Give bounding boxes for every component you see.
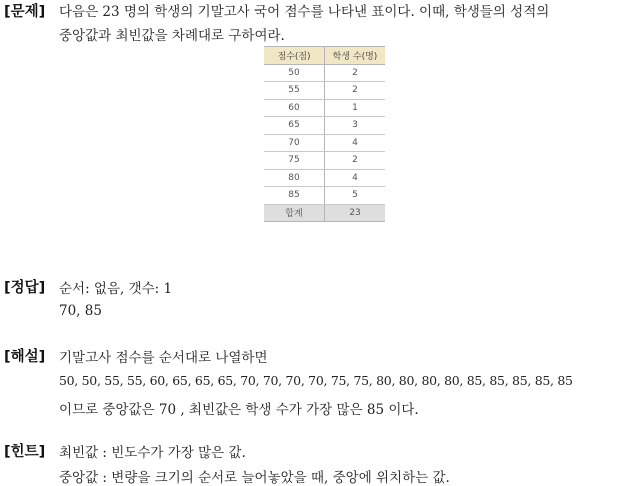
count-cell: 2 <box>325 82 386 100</box>
count-cell: 4 <box>325 169 386 187</box>
hint-tag: [힌트] <box>4 444 46 460</box>
score-frequency-table <box>264 46 385 222</box>
score-cell: 60 <box>264 99 325 117</box>
score-cell: 70 <box>264 134 325 152</box>
explanation-line-1: 기말고사 점수를 순서대로 나열하면 <box>59 350 268 366</box>
problem-text-line-2: 중앙값과 최빈값을 차례대로 구하여라. <box>59 28 285 44</box>
total-value: 23 <box>325 204 386 222</box>
answer-tag: [정답] <box>4 280 46 296</box>
hint-line-2: 중앙값 : 변량을 크기의 순서로 늘어놓았을 때, 중앙에 위치하는 값. <box>59 470 450 486</box>
table-row <box>264 169 385 187</box>
score-cell: 50 <box>264 64 325 82</box>
explanation-tag: [해설] <box>4 349 46 365</box>
table-row <box>264 117 385 135</box>
count-cell: 4 <box>325 134 386 152</box>
problem-tag: [문제] <box>4 4 46 20</box>
hint-line-1: 최빈값 : 빈도수가 가장 많은 값. <box>59 445 246 461</box>
score-cell: 65 <box>264 117 325 135</box>
score-cell: 75 <box>264 152 325 170</box>
table-total-row <box>264 204 385 222</box>
header-count: 학생 수(명) <box>325 47 386 65</box>
table-row <box>264 99 385 117</box>
table-row <box>264 187 385 205</box>
explanation-line-3: 이므로 중앙값은 70 , 최빈값은 학생 수가 가장 많은 85 이다. <box>59 402 419 418</box>
header-score: 점수(점) <box>264 47 325 65</box>
count-cell: 3 <box>325 117 386 135</box>
table-row <box>264 152 385 170</box>
answer-line-1: 순서: 없음, 갯수: 1 <box>59 281 173 297</box>
table-row <box>264 134 385 152</box>
answer-line-2: 70, 85 <box>59 303 102 319</box>
total-label: 합계 <box>264 204 325 222</box>
count-cell: 5 <box>325 187 386 205</box>
explanation-line-2: 50, 50, 55, 55, 60, 65, 65, 65, 70, 70, 70, 70, 75, 75, 80, 80, 80, 80, 85, 85, 85, 85, 85 <box>59 373 573 388</box>
table-row <box>264 82 385 100</box>
count-cell: 2 <box>325 152 386 170</box>
score-cell: 55 <box>264 82 325 100</box>
table-header-row <box>264 47 385 65</box>
score-cell: 80 <box>264 169 325 187</box>
problem-text-line-1: 다음은 23 명의 학생의 기말고사 국어 점수를 나타낸 표이다. 이때, 학생들의 성적의 <box>59 4 550 20</box>
count-cell: 2 <box>325 64 386 82</box>
score-cell: 85 <box>264 187 325 205</box>
table-row <box>264 64 385 82</box>
count-cell: 1 <box>325 99 386 117</box>
